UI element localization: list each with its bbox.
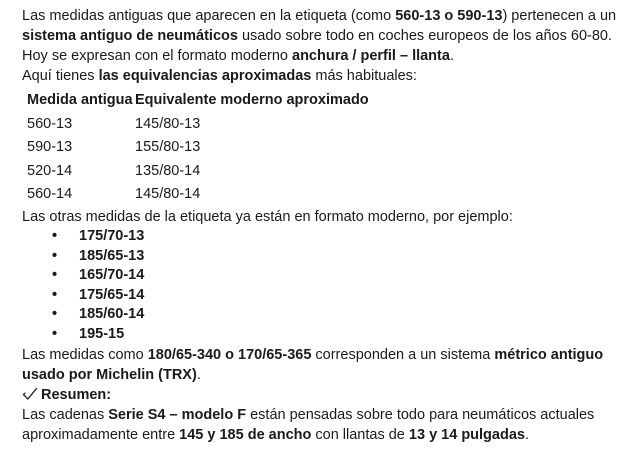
other-sizes-line: Las otras medidas de la etiqueta ya están en formato moderno, por ejemplo:: [22, 209, 513, 225]
metric-bold-system: métrico antiguo usado por Michelin (TRX): [22, 346, 604, 383]
list-item: [52, 247, 632, 267]
summary-heading: [22, 385, 632, 405]
bullet-icon: •: [52, 306, 58, 323]
table-cell-old: 560-13: [27, 115, 73, 132]
intro-paragraph: [22, 6, 632, 66]
table-header-row: [27, 88, 371, 112]
intro-text-4: .: [449, 48, 454, 64]
conclusion-bold-series: Serie S4 – modelo F: [108, 406, 247, 423]
table-row: [27, 159, 371, 183]
list-item: [52, 227, 632, 247]
metric-text-2: corresponden a un sistema: [311, 346, 495, 363]
table-cell-modern: 145/80-13: [135, 115, 201, 132]
intro-text-3: usado sobre todo en coches europeos de los años 60-80. Hoy se expresan con el formato moderno: [22, 28, 612, 64]
bullet-icon: •: [52, 325, 58, 342]
column-header-modern: Equivalente moderno aproximado: [135, 92, 369, 108]
intro-bold-sizes: 560-13 o 590-13: [395, 8, 503, 24]
lead-bold: las equivalencias aproximadas: [98, 68, 312, 84]
conclusion-text-1: Las cadenas: [22, 406, 109, 423]
list-item-label: 175/65-14: [79, 286, 145, 303]
list-item-label: 165/70-14: [79, 267, 145, 284]
lead-text-1: Aquí tienes: [22, 68, 99, 84]
list-item: [52, 286, 632, 306]
list-item-label: 175/70-13: [79, 228, 145, 244]
metric-text-1: Las medidas como: [22, 346, 148, 363]
conclusion-paragraph: [22, 405, 632, 445]
table-cell-modern: 145/80-14: [135, 186, 201, 203]
column-header-old: Medida antigua: [27, 92, 133, 108]
equivalence-table: [27, 88, 371, 206]
conclusion-text-3: con llantas de: [311, 426, 409, 443]
table-row: [27, 183, 371, 207]
list-item: [52, 325, 632, 345]
bullet-icon: •: [52, 267, 58, 284]
lead-text-2: más habituales:: [311, 68, 417, 84]
table-cell-old: 560-14: [27, 186, 73, 203]
conclusion-text-2: están pensadas sobre todo para neumáticos actuales aproximadamente entre: [22, 406, 595, 443]
table-row: [27, 136, 371, 160]
bullet-icon: •: [52, 286, 58, 303]
intro-text-1: Las medidas antiguas que aparecen en la etiqueta (como: [22, 8, 396, 24]
lead-paragraph: [22, 66, 632, 86]
intro-text-2: ) pertenecen a un: [502, 8, 617, 24]
table-cell-modern: 135/80-14: [135, 162, 201, 179]
conclusion-bold-width: 145 y 185 de ancho: [179, 426, 312, 443]
table-cell-old: 520-14: [27, 162, 73, 179]
conclusion-text-4: .: [524, 426, 529, 443]
table-cell-modern: 155/80-13: [135, 139, 201, 156]
list-item-label: 185/65-13: [79, 247, 145, 264]
bullet-icon: •: [52, 247, 58, 264]
conclusion-bold-rims: 13 y 14 pulgadas: [408, 426, 525, 443]
list-item: [52, 266, 632, 286]
metric-text-3: .: [196, 366, 201, 383]
list-item-label: 185/60-14: [79, 306, 145, 323]
check-icon: [22, 387, 38, 401]
summary-label: Resumen:: [41, 386, 112, 403]
bullet-icon: •: [52, 228, 58, 244]
list-item: [52, 305, 632, 325]
metric-bold-sizes: 180/65-340 o 170/65-365: [147, 346, 312, 363]
table-cell-old: 590-13: [27, 139, 73, 156]
intro-bold-format: anchura / perfil – llanta: [292, 48, 450, 64]
modern-sizes-list: [22, 227, 632, 345]
intro-bold-system: sistema antiguo de neumáticos: [22, 28, 238, 44]
metric-paragraph: [22, 345, 632, 385]
table-row: [27, 112, 371, 136]
list-item-label: 195-15: [79, 325, 125, 342]
